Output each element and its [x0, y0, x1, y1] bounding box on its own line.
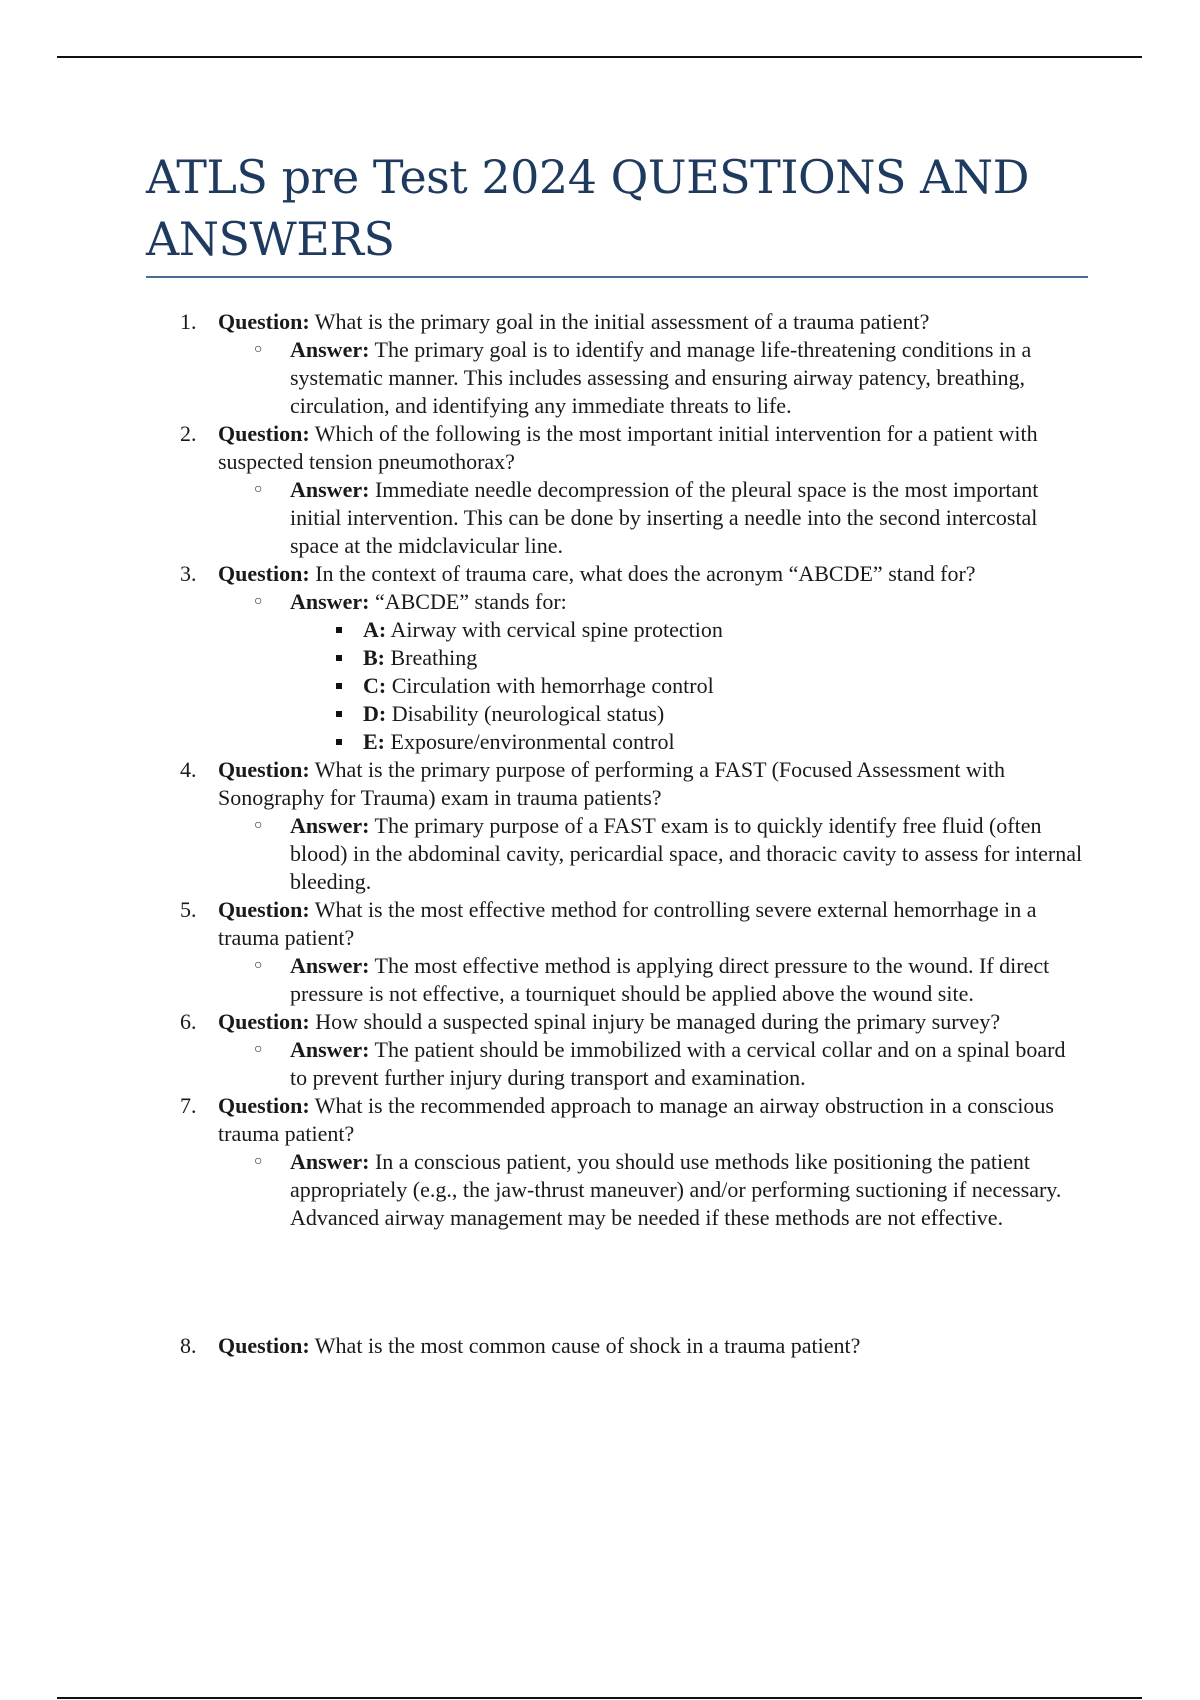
question-number: 8.	[180, 1333, 197, 1358]
sub-item-key: E:	[363, 729, 385, 754]
answer-text: Immediate needle decompression of the pleural space is the most important initial intervention. This can be done by inserting a needle into the second intercostal space at the midclavicular line.	[290, 477, 1039, 558]
sub-item-key: B:	[363, 645, 385, 670]
square-bullet-icon	[336, 739, 342, 745]
question-text: What is the primary purpose of performing a FAST (Focused Assessment with Sonography for Trauma) exam in trauma patients?	[218, 757, 1006, 810]
spacer	[0, 1232, 1200, 1332]
hollow-bullet-icon: ○	[254, 1042, 263, 1057]
answer-item	[0, 1148, 1200, 1232]
answer-label: Answer:	[290, 1149, 370, 1174]
question-text: In the context of trauma care, what does the acronym “ABCDE” stand for?	[315, 561, 976, 586]
question-item	[0, 756, 1200, 812]
page-bottom-rule	[57, 1697, 1142, 1699]
sub-item-key: A:	[363, 617, 387, 642]
document-title: ATLS pre Test 2024 QUESTIONS AND ANSWERS	[146, 150, 1029, 266]
sub-item-text: Circulation with hemorrhage control	[391, 673, 714, 698]
question-item	[0, 308, 1200, 336]
question-item	[0, 560, 1200, 588]
question-label: Question:	[218, 1093, 310, 1118]
answer-label: Answer:	[290, 1037, 370, 1062]
question-label: Question:	[218, 421, 310, 446]
question-item	[0, 1092, 1200, 1148]
sub-item-key: D:	[363, 701, 387, 726]
sub-list-item	[0, 616, 1200, 644]
question-text: How should a suspected spinal injury be managed during the primary survey?	[315, 1009, 1001, 1034]
title-underline	[146, 276, 1088, 278]
sub-item-text: Disability (neurological status)	[391, 701, 665, 726]
question-number: 5.	[180, 897, 197, 922]
answer-text: “ABCDE” stands for:	[374, 589, 567, 614]
sub-item-key: C:	[363, 673, 387, 698]
question-number: 2.	[180, 421, 197, 446]
answer-label: Answer:	[290, 953, 370, 978]
question-item	[0, 1332, 1200, 1360]
question-number: 6.	[180, 1009, 197, 1034]
answer-label: Answer:	[290, 477, 370, 502]
sub-list-item	[0, 700, 1200, 728]
answer-label: Answer:	[290, 337, 370, 362]
question-label: Question:	[218, 1009, 310, 1034]
answer-item	[0, 1036, 1200, 1092]
sub-list-item	[0, 728, 1200, 756]
hollow-bullet-icon: ○	[254, 958, 263, 973]
answer-label: Answer:	[290, 589, 370, 614]
page-top-rule	[57, 56, 1142, 58]
sub-list-item	[0, 644, 1200, 672]
question-number: 1.	[180, 309, 197, 334]
question-number: 7.	[180, 1093, 197, 1118]
answer-item	[0, 588, 1200, 616]
question-label: Question:	[218, 757, 310, 782]
answer-item	[0, 812, 1200, 896]
answer-item	[0, 336, 1200, 420]
answer-label: Answer:	[290, 813, 370, 838]
answer-item	[0, 476, 1200, 560]
square-bullet-icon	[336, 711, 342, 717]
hollow-bullet-icon: ○	[254, 342, 263, 357]
answer-text: In a conscious patient, you should use methods like positioning the patient appropriately (e.g., the jaw-thrust maneuver) and/or performing suctioning if necessary. Advanced airway management may be needed if these methods are not effective.	[290, 1149, 1062, 1230]
square-bullet-icon	[336, 627, 342, 633]
sub-item-text: Breathing	[390, 645, 478, 670]
question-item	[0, 896, 1200, 952]
answer-text: The primary goal is to identify and manage life-threatening conditions in a systematic manner. This includes assessing and ensuring airway patency, breathing, circulation, and identifying any immediate threats to life.	[290, 337, 1032, 418]
sub-item-text: Airway with cervical spine protection	[390, 617, 723, 642]
question-label: Question:	[218, 561, 310, 586]
hollow-bullet-icon: ○	[254, 818, 263, 833]
hollow-bullet-icon: ○	[254, 482, 263, 497]
square-bullet-icon	[336, 655, 342, 661]
answer-text: The primary purpose of a FAST exam is to quickly identify free fluid (often blood) in the abdominal cavity, pericardial space, and thoracic cavity to assess for internal bleeding.	[290, 813, 1083, 894]
question-text: What is the most effective method for controlling severe external hemorrhage in a trauma patient?	[218, 897, 1037, 950]
question-label: Question:	[218, 309, 310, 334]
question-text: Which of the following is the most important initial intervention for a patient with suspected tension pneumothorax?	[218, 421, 1038, 474]
question-text: What is the primary goal in the initial assessment of a trauma patient?	[314, 309, 930, 334]
question-label: Question:	[218, 897, 310, 922]
question-number: 4.	[180, 757, 197, 782]
sub-list-item	[0, 672, 1200, 700]
answer-text: The patient should be immobilized with a cervical collar and on a spinal board to prevent further injury during transport and examination.	[290, 1037, 1066, 1090]
question-text: What is the recommended approach to manage an airway obstruction in a conscious trauma patient?	[218, 1093, 1054, 1146]
hollow-bullet-icon: ○	[254, 594, 263, 609]
answer-text: The most effective method is applying direct pressure to the wound. If direct pressure is not effective, a tourniquet should be applied above the wound site.	[290, 953, 1050, 1006]
question-item	[0, 420, 1200, 476]
question-item	[0, 1008, 1200, 1036]
sub-item-text: Exposure/environmental control	[390, 729, 675, 754]
square-bullet-icon	[336, 683, 342, 689]
qa-list	[0, 308, 1200, 1360]
question-number: 3.	[180, 561, 197, 586]
hollow-bullet-icon: ○	[254, 1154, 263, 1169]
answer-item	[0, 952, 1200, 1008]
question-label: Question:	[218, 1333, 310, 1358]
question-text: What is the most common cause of shock in a trauma patient?	[314, 1333, 861, 1358]
